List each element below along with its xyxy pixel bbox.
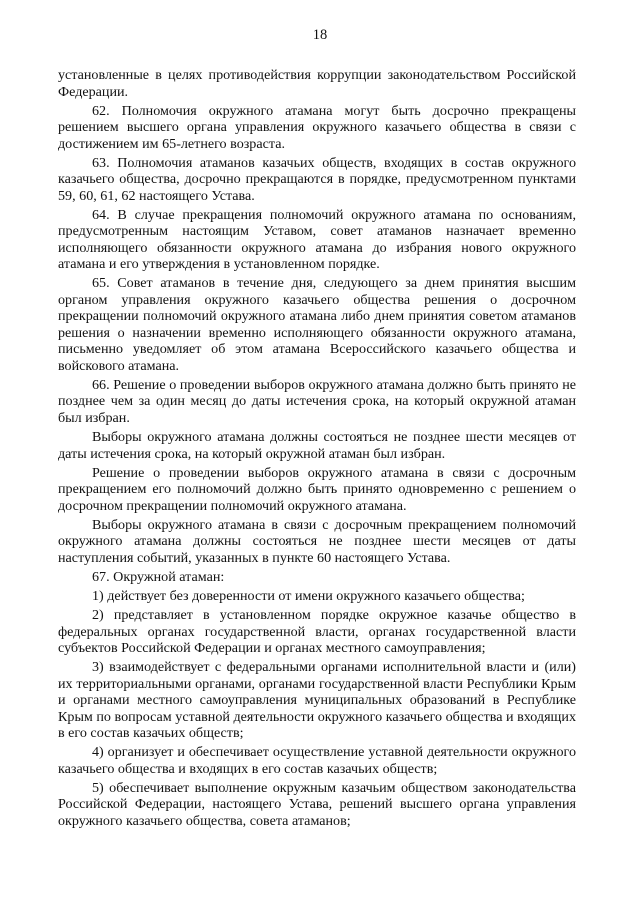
- list-item-2: 2) представляет в установленном порядке окружное казачье общество в федеральных органах государственной власти, органах государственной власти субъектов Российской Федерации и органах местного самоуправления;: [58, 607, 576, 657]
- paragraph-67: 67. Окружной атаман:: [92, 568, 225, 585]
- list-item-5: 5) обеспечивает выполнение окружным казачьим обществом законодательства Российской Федерации, настоящего Устава, решений высшего органа управления окружного казачьего общества, совета атаманов;: [58, 779, 576, 829]
- paragraph-64: 64. В случае прекращения полномочий окружного атамана по основаниям, предусмотренным настоящим Уставом, совет атаманов назначает временно исполняющего обязанности окружного атамана до избрания нового окружного атамана и его утверждения в установленном порядке.: [58, 206, 576, 273]
- document-body: [58, 67, 576, 832]
- paragraph-66-elections-term: Выборы окружного атамана должны состояться не позднее шести месяцев от даты истечения срока, на который окружной атаман был избран.: [58, 429, 576, 462]
- list-item-4: 4) организует и обеспечивает осуществление уставной деятельности окружного казачьего общества и входящих в его состав казачьих обществ;: [58, 744, 576, 777]
- paragraph-66-early-decision: Решение о проведении выборов окружного атамана в связи с досрочным прекращением его полномочий должно быть принято одновременно с решением о досрочном прекращении полномочий окружного атамана.: [58, 464, 576, 514]
- paragraph-65: 65. Совет атаманов в течение дня, следующего за днем принятия высшим органом управления окружного казачьего общества решения о досрочном прекращении полномочий окружного атамана либо днем принятия советом атаманов решения о назначении временно исполняющего обязанности окружного атамана, письменно уведомляет об этом атамана Всероссийского казачьего общества и войскового атамана.: [58, 275, 576, 374]
- page-number: 18: [312, 27, 328, 43]
- paragraph-continuation: установленные в целях противодействия коррупции законодательством Российской Федерации.: [58, 67, 576, 100]
- paragraph-62: 62. Полномочия окружного атамана могут быть досрочно прекращены решением высшего органа управления окружного казачьего общества в связи с достижением им 65-летнего возраста.: [58, 102, 576, 152]
- list-item-1: 1) действует без доверенности от имени окружного казачьего общества;: [92, 587, 525, 604]
- paragraph-63: 63. Полномочия атаманов казачьих обществ, входящих в состав окружного казачьего общества, досрочно прекращаются в порядке, предусмотренном пунктами 59, 60, 61, 62 настоящего Устава.: [58, 154, 576, 204]
- paragraph-66-early-elections: Выборы окружного атамана в связи с досрочным прекращением полномочий окружного атамана должны состояться не позднее шести месяцев от даты наступления событий, указанных в пункте 60 настоящего Устава.: [58, 516, 576, 566]
- paragraph-66: 66. Решение о проведении выборов окружного атамана должно быть принято не позднее чем за один месяц до даты истечения срока, на который окружной атаман был избран.: [58, 376, 576, 426]
- list-item-3: 3) взаимодействует с федеральными органами исполнительной власти и (или) их территориальными органами, органами государственной власти Республики Крым и органами местного самоуправления муниципальных образований в Республике Крым по вопросам уставной деятельности окружного казачьего общества и входящих в его состав казачьих обществ;: [58, 659, 576, 742]
